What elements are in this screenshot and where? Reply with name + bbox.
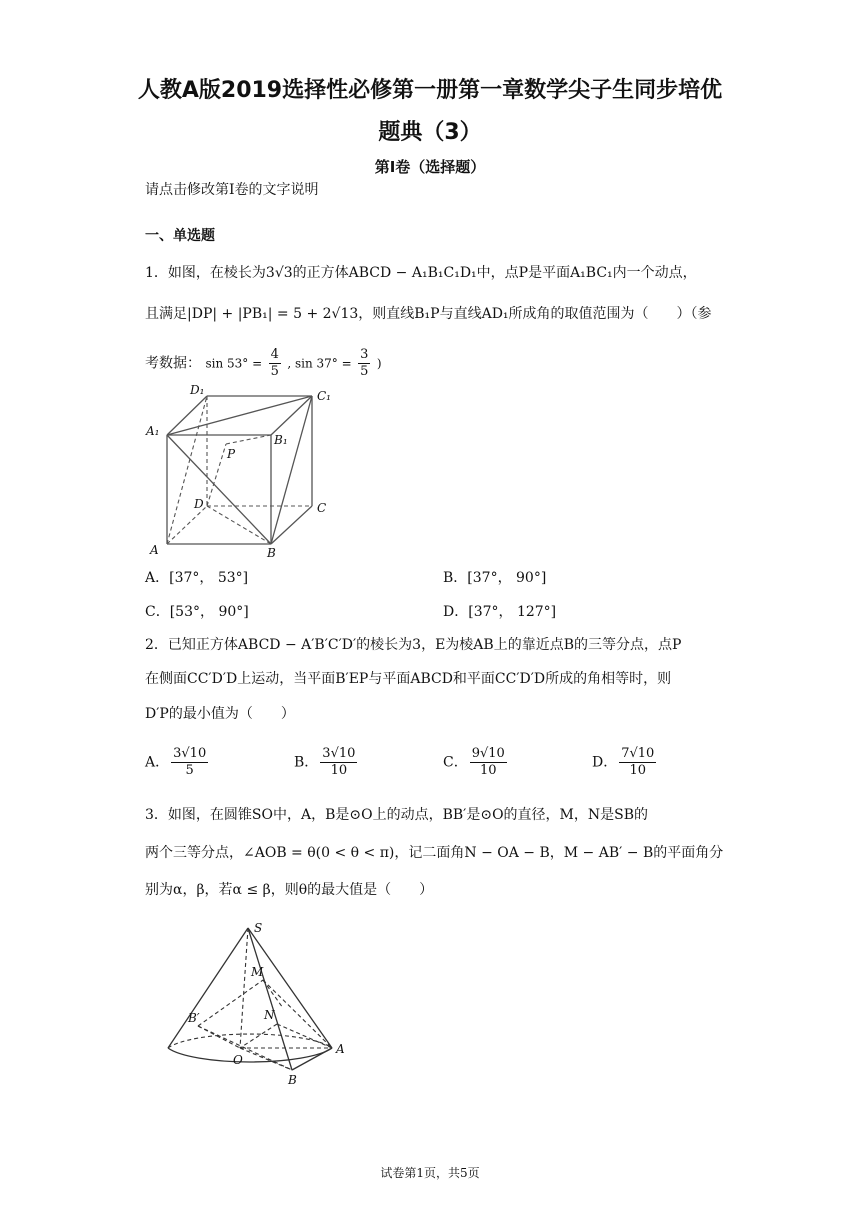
label-c: C — [317, 501, 327, 515]
q1-line1: 1．如图，在棱长为3√3的正方体ABCD − A₁B₁C₁D₁中，点P是平面A₁BC₁内一个动点， — [145, 265, 697, 281]
q2-line2: 在侧面CC′D′D上运动，当平面B′EP与平面ABCD和平面CC′D′D所成的角相等时，则 — [145, 671, 672, 687]
label-b-cone: B — [288, 1073, 297, 1087]
cone-figure — [160, 918, 360, 1090]
q1-fraction-4-5: $\frac{4}{5}$ — [270, 347, 279, 379]
label-a: A — [150, 543, 159, 557]
q1-line3 — [145, 347, 382, 380]
label-o: O — [233, 1053, 243, 1067]
page-footer: 试卷第1页，共5页 — [380, 1166, 480, 1180]
label-a-cone: A — [336, 1042, 345, 1056]
q2-line1: 2．已知正方体ABCD − A′B′C′D′的棱长为3，E为棱AB上的靠近点B的三等分点，点P — [145, 637, 682, 653]
q1-sin53: sin 53° = — [205, 356, 263, 371]
q2-option-d[interactable]: D． $\frac{7√10}{10}$ — [592, 746, 655, 778]
q2-option-b[interactable]: B． $\frac{3√10}{10}$ — [294, 746, 356, 778]
q1-fraction-3-5: $\frac{3}{5}$ — [360, 347, 369, 379]
q1-option-d[interactable]: D．[37°， 127°] — [443, 604, 557, 620]
label-d1: D₁ — [190, 383, 205, 397]
label-b-prime: B′ — [188, 1011, 200, 1025]
cube-figure — [140, 382, 340, 562]
label-b1: B₁ — [274, 433, 288, 447]
q1-ref-suffix: ) — [376, 356, 382, 371]
q3-line2: 两个三等分点，∠AOB = θ(0 < θ < π)，记二面角N − OA − B，M − AB′ − B的平面角分 — [145, 845, 724, 861]
label-b: B — [267, 546, 276, 560]
label-p: P — [227, 447, 236, 461]
volume-note[interactable]: 请点击修改第I卷的文字说明 — [145, 182, 319, 198]
label-d: D — [194, 497, 204, 511]
q1-sin37: , sin 37° = — [287, 356, 352, 371]
page-title-line2: 题典（3） — [378, 120, 482, 145]
label-s: S — [254, 921, 263, 935]
label-n: N — [264, 1008, 275, 1022]
q3-line1: 3．如图，在圆锥SO中，A，B是⊙O上的动点，BB′是⊙O的直径，M，N是SB的 — [145, 807, 649, 823]
label-c1: C₁ — [317, 389, 331, 403]
q1-line2: 且满足|DP| + |PB₁| = 5 + 2√13，则直线B₁P与直线AD₁所成角的取值范围为（ ）（参 — [145, 306, 712, 322]
q1-option-b[interactable]: B．[37°， 90°] — [443, 570, 547, 586]
label-m: M — [251, 965, 264, 979]
q1-ref-prefix: 考数据： — [145, 355, 201, 372]
q2-option-a[interactable]: A． $\frac{3√10}{5}$ — [145, 746, 207, 778]
section-title: 一、单选题 — [145, 228, 215, 244]
q1-option-c[interactable]: C．[53°， 90°] — [145, 604, 249, 620]
label-a1: A₁ — [146, 424, 160, 438]
q2-option-c[interactable]: C． $\frac{9√10}{10}$ — [443, 746, 505, 778]
volume-heading: 第I卷（选择题） — [374, 158, 486, 176]
q3-line3: 别为α，β，若α ≤ β，则θ的最大值是（ ） — [145, 882, 434, 898]
page-title-line1: 人教A版2019选择性必修第一册第一章数学尖子生同步培优 — [137, 78, 723, 103]
q1-option-a[interactable]: A．[37°， 53°] — [145, 570, 249, 586]
q2-line3: D′P的最小值为（ ） — [145, 706, 295, 722]
